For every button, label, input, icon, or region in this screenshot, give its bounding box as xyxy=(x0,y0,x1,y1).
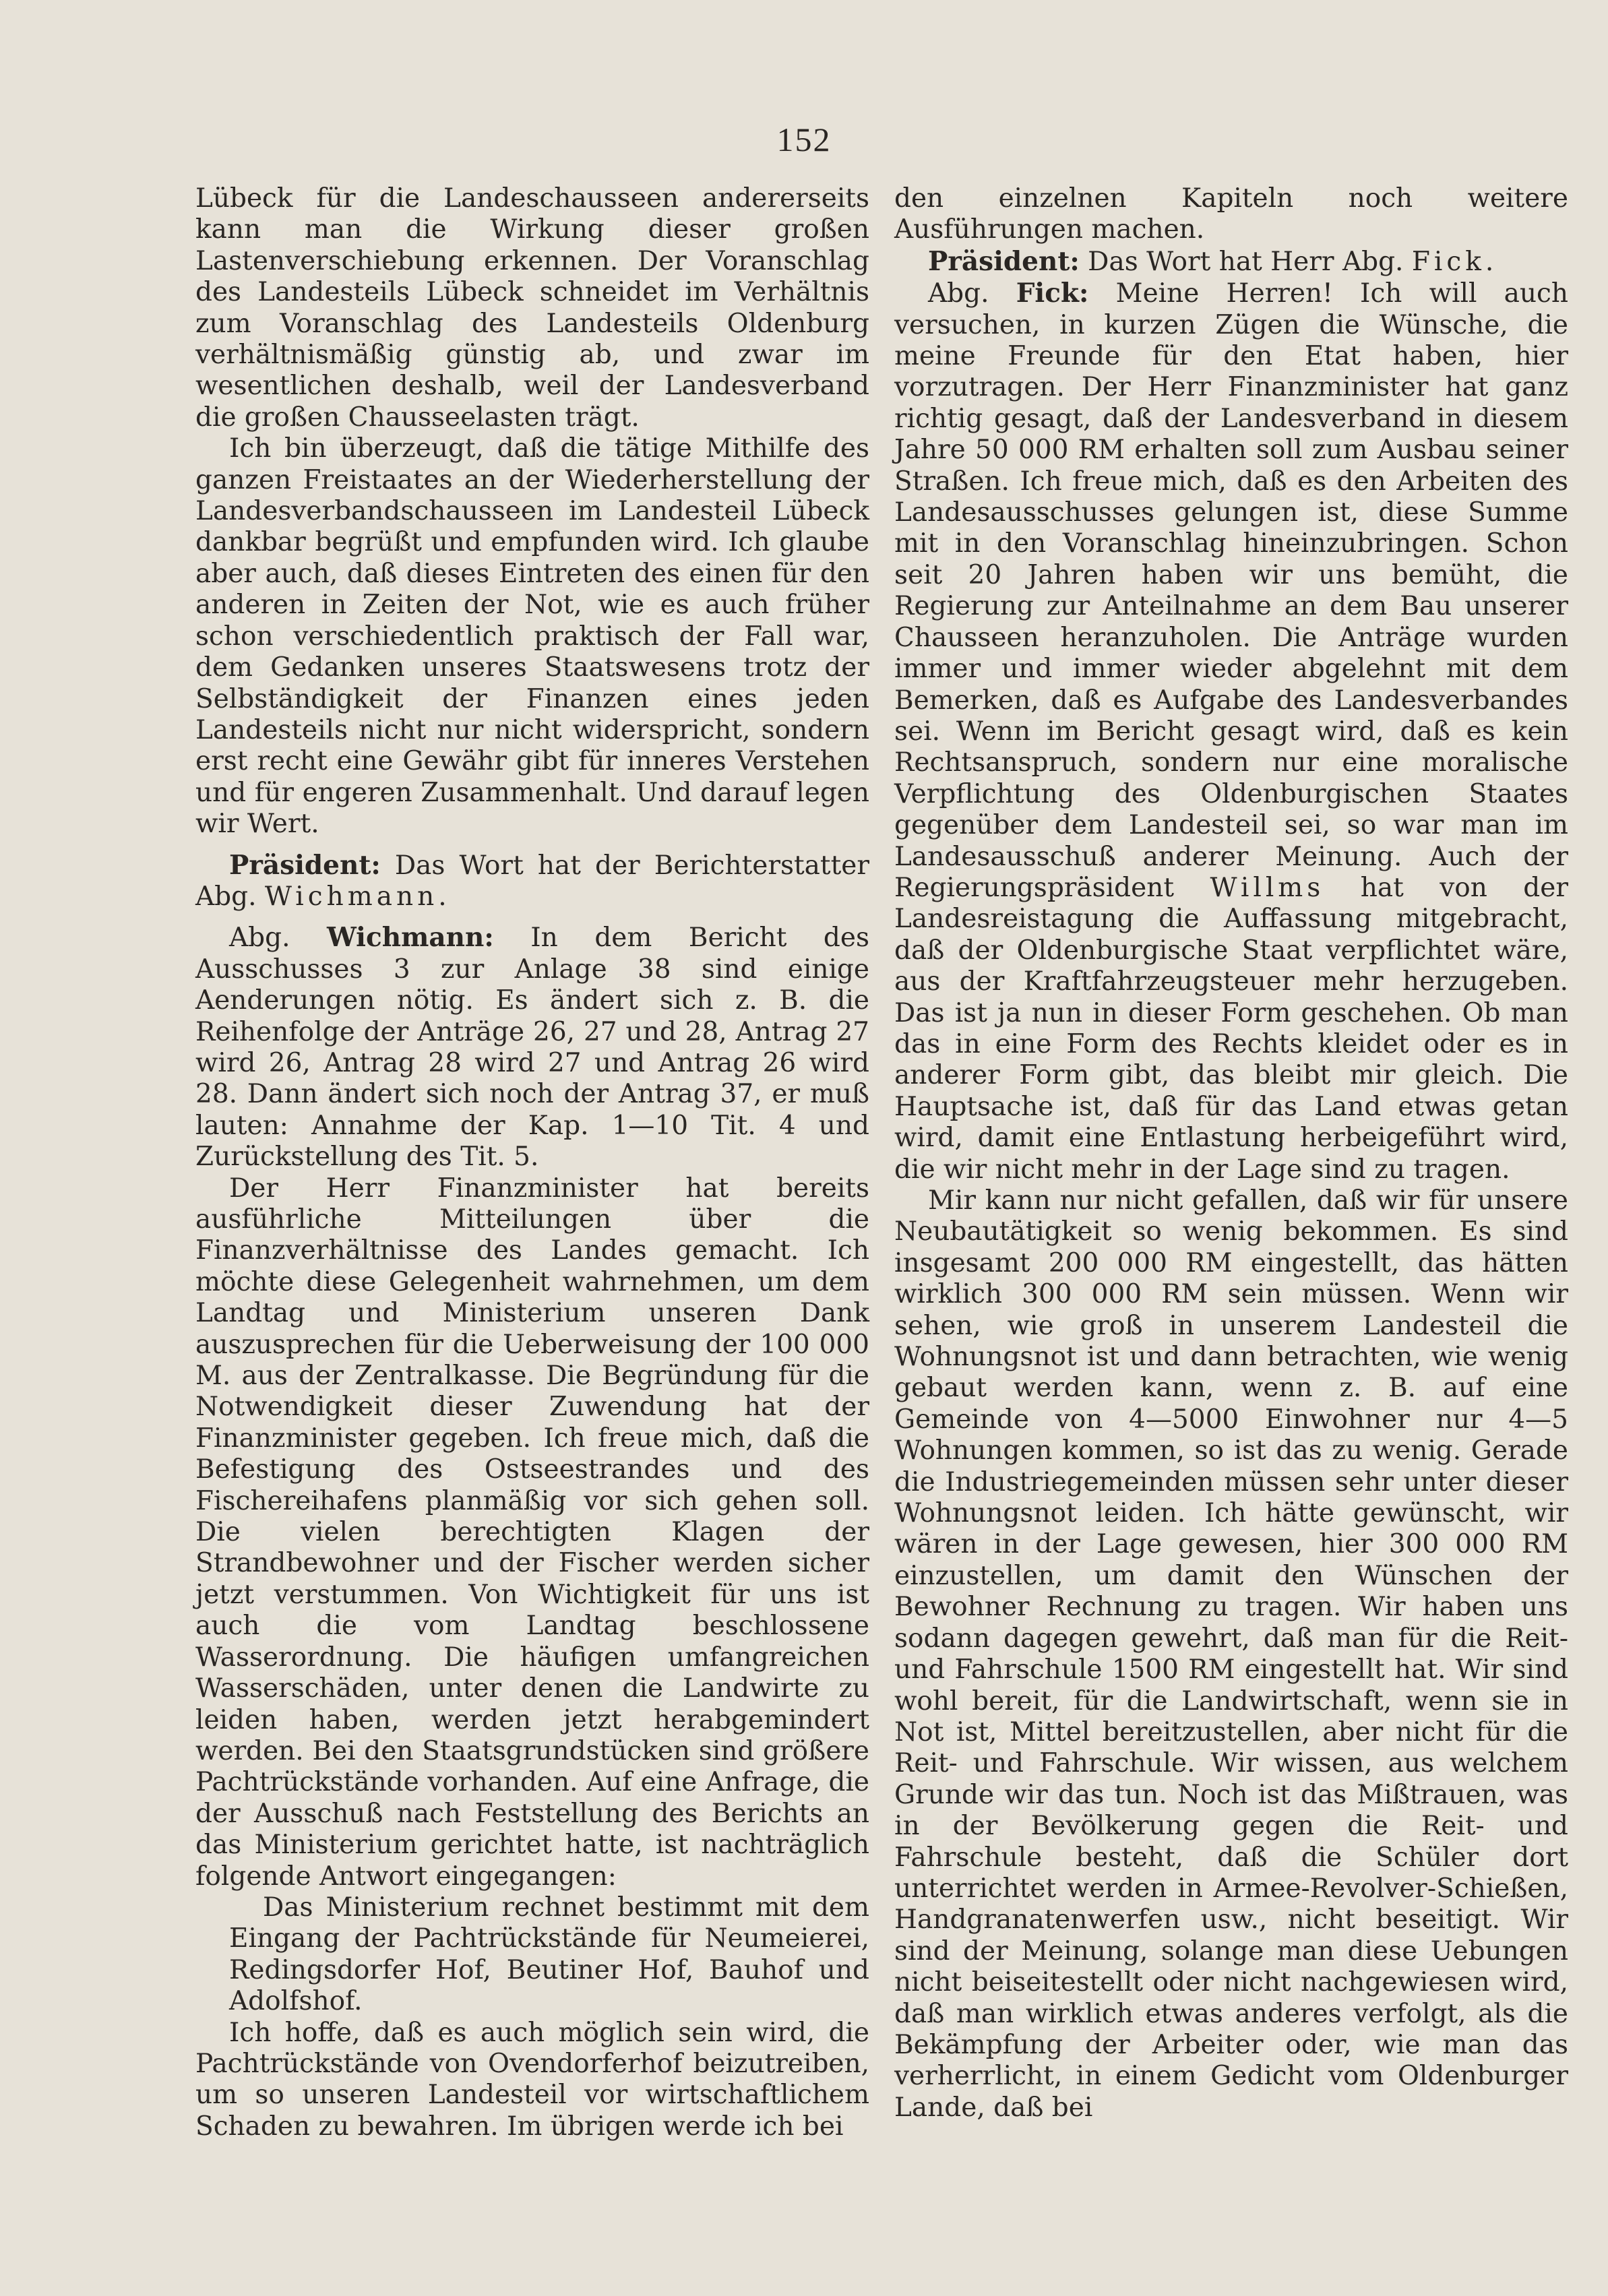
paragraph: den einzelnen Kapiteln noch weitere Ausführungen machen. xyxy=(894,183,1568,245)
speaker-prefix: Abg. xyxy=(928,278,989,309)
speech-announcement xyxy=(894,246,1568,278)
speech-text: Das Wort hat der Berichterstatter Abg. xyxy=(195,850,869,912)
right-column xyxy=(894,183,1568,2123)
speech-text: hat von der Landesreistagung die Auffassung mitgebracht, daß der Oldenburgische Staat verpflichtet wäre, aus der Kraftfahrzeugsteuer mehr herzugeben. Das ist ja nun in dieser Form geschehen. Ob man das in eine Form des Rechts kleidet oder es in anderer Form gibt, das bleibt mir gleich. Die Hauptsache ist, daß für das Land etwas getan wird, damit eine Entlastung herbeigeführt wird, die wir nicht mehr in der Lage sind zu tragen. xyxy=(894,872,1568,1185)
paragraph: Der Herr Finanzminister hat bereits ausführliche Mitteilungen über die Finanzverhältnisse des Landes gemacht. Ich möchte diese Gelegenheit wahrnehmen, um dem Landtag und Ministerium unseren Dank auszusprechen für die Ueberweisung der 100 000 M. aus der Zentralkasse. Die Begründung für die Notwendigkeit dieser Zuwendung hat der Finanzminister gegeben. Ich freue mich, daß die Befestigung des Ostseestrandes und des Fischereihafens planmäßig vor sich gehen soll. Die vielen berechtigten Klagen der Strandbewohner und der Fischer werden sicher jetzt verstummen. Von Wichtigkeit für uns ist auch die vom Landtag beschlossene Wasserordnung. Die häufigen umfangreichen Wasserschäden, unter denen die Landwirte zu leiden haben, werden jetzt herabgemindert werden. Bei den Staatsgrundstücken sind größere Pachtrückstände vorhanden. Auf eine Anfrage, die der Ausschuß nach Feststellung des Berichts an das Ministerium gerichtet hatte, ist nachträglich folgende Antwort eingegangen: xyxy=(195,1173,869,1892)
paragraph: Ich hoffe, daß es auch möglich sein wird, die Pachtrückstände von Ovendorferhof beizutreiben, um so unseren Landesteil vor wirtschaftlichem Schaden zu bewahren. Im übrigen werde ich bei xyxy=(195,2017,869,2142)
page-number: 152 xyxy=(776,121,832,158)
speech-paragraph xyxy=(195,922,869,1173)
speech-paragraph xyxy=(894,278,1568,1185)
paragraph: Mir kann nur nicht gefallen, daß wir für unsere Neubautätigkeit so wenig bekommen. Es sind insgesamt 200 000 RM eingestellt, das hätten wirklich 300 000 RM sein müssen. Wenn wir sehen, wie groß in unserem Landesteil die Wohnungsnot ist und dann betrachten, wie wenig gebaut werden kann, wenn z. B. auf eine Gemeinde von 4—5000 Einwohner nur 4—5 Wohnungen kommen, so ist das zu wenig. Gerade die Industriegemeinden müssen sehr unter dieser Wohnungsnot leiden. Ich hätte gewünscht, wir wären in der Lage gewesen, hier 300 000 RM einzustellen, um damit den Wünschen der Bewohner Rechnung zu tragen. Wir haben uns sodann dagegen gewehrt, daß man für die Reit- und Fahrschule 1500 RM eingestellt hat. Wir sind wohl bereit, für die Landwirtschaft, wenn sie in Not ist, Mittel bereitzustellen, aber nicht für die Reit- und Fahrschule. Wir wissen, aus welchem Grunde wir das tun. Noch ist das Mißtrauen, was in der Bevölkerung gegen die Reit- und Fahrschule besteht, daß die Schüler dort unterrichtet werden in Armee-Revolver-Schießen, Handgranatenwerfen usw., nicht beseitigt. Wir sind der Meinung, solange man diese Uebungen nicht beiseitestellt oder nicht nachgewiesen wird, daß man wirklich etwas anderes verfolgt, als die Bekämpfung der Arbeiter oder, wie man das verherrlicht, in einem Gedicht vom Oldenburger Lande, daß bei xyxy=(894,1185,1568,2123)
speaker-name: Willms xyxy=(1210,872,1325,903)
speaker-label: Wichmann: xyxy=(327,922,494,954)
speaker-name: Wichmann. xyxy=(264,881,451,912)
speech-text: In dem Bericht des Ausschusses 3 zur Anlage 38 sind einige Aenderungen nötig. Es ändert sich z. B. die Reihenfolge der Anträge 26, 27 und 28, Antrag 27 wird 26, Antrag 28 wird 27 und Antrag 26 wird 28. Dann ändert sich noch der Antrag 37, er muß lauten: Annahme der Kap. 1—10 Tit. 4 und Zurückstellung des Tit. 5. xyxy=(195,923,869,1173)
speaker-label: Präsident: xyxy=(229,849,381,881)
paragraph: Ich bin überzeugt, daß die tätige Mithilfe des ganzen Freistaates an der Wiederherstellung der Landesverbandschausseen im Landesteil Lübeck dankbar begrüßt und empfunden wird. Ich glaube aber auch, daß dieses Eintreten des einen für den anderen in Zeiten der Not, wie es auch früher schon verschiedentlich praktisch der Fall war, dem Gedanken unseres Staatswesens trotz der Selbständigkeit der Finanzen eines jeden Landesteils nicht nur nicht widerspricht, sondern erst recht eine Gewähr gibt für inneres Verstehen und für engeren Zusammenhalt. Und darauf legen wir Wert. xyxy=(195,433,869,840)
speech-announcement xyxy=(195,850,869,913)
paragraph: Lübeck für die Landeschausseen andererseits kann man die Wirkung dieser großen Lastenverschiebung erkennen. Der Voranschlag des Landesteils Lübeck schneidet im Verhältnis zum Voranschlag des Landesteils Oldenburg verhältnismäßig günstig ab, und zwar im wesentlichen deshalb, weil der Landesverband die großen Chausseelasten trägt. xyxy=(195,183,869,433)
speaker-label: Präsident: xyxy=(928,245,1080,277)
speaker-name: Fick. xyxy=(1411,246,1498,277)
quoted-answer: Das Ministerium rechnet bestimmt mit dem Eingang der Pachtrückstände für Neumeierei, Redingsdorfer Hof, Beutiner Hof, Bauhof und Adolfshof. xyxy=(229,1892,869,2017)
speech-text: Meine Herren! Ich will auch versuchen, in kurzen Zügen die Wünsche, die meine Freunde für den Etat haben, hier vorzutragen. Der Herr Finanzminister hat ganz richtig gesagt, daß der Landesverband in diesem Jahre 50 000 RM erhalten soll zum Ausbau seiner Straßen. Ich freue mich, daß es den Arbeiten des Landesausschusses gelungen ist, diese Summe mit in den Voranschlag hineinzubringen. Schon seit 20 Jahren haben wir uns bemüht, die Regierung zur Anteilnahme an dem Bau unserer Chausseen heranzuholen. Die Anträge wurden immer und immer wieder abgelehnt mit dem Bemerken, daß es Aufgabe des Landesverbandes sei. Wenn im Bericht gesagt wird, daß es kein Rechtsanspruch, sondern nur eine moralische Verpflichtung des Oldenburgischen Staates gegenüber dem Landesteil sei, so war man im Landesausschuß anderer Meinung. Auch der Regierungspräsident xyxy=(894,278,1568,903)
left-column xyxy=(195,183,869,2142)
speech-text: Das Wort hat Herr Abg. xyxy=(1088,246,1404,277)
speaker-label: Fick: xyxy=(1016,278,1089,309)
speaker-prefix: Abg. xyxy=(229,923,290,954)
